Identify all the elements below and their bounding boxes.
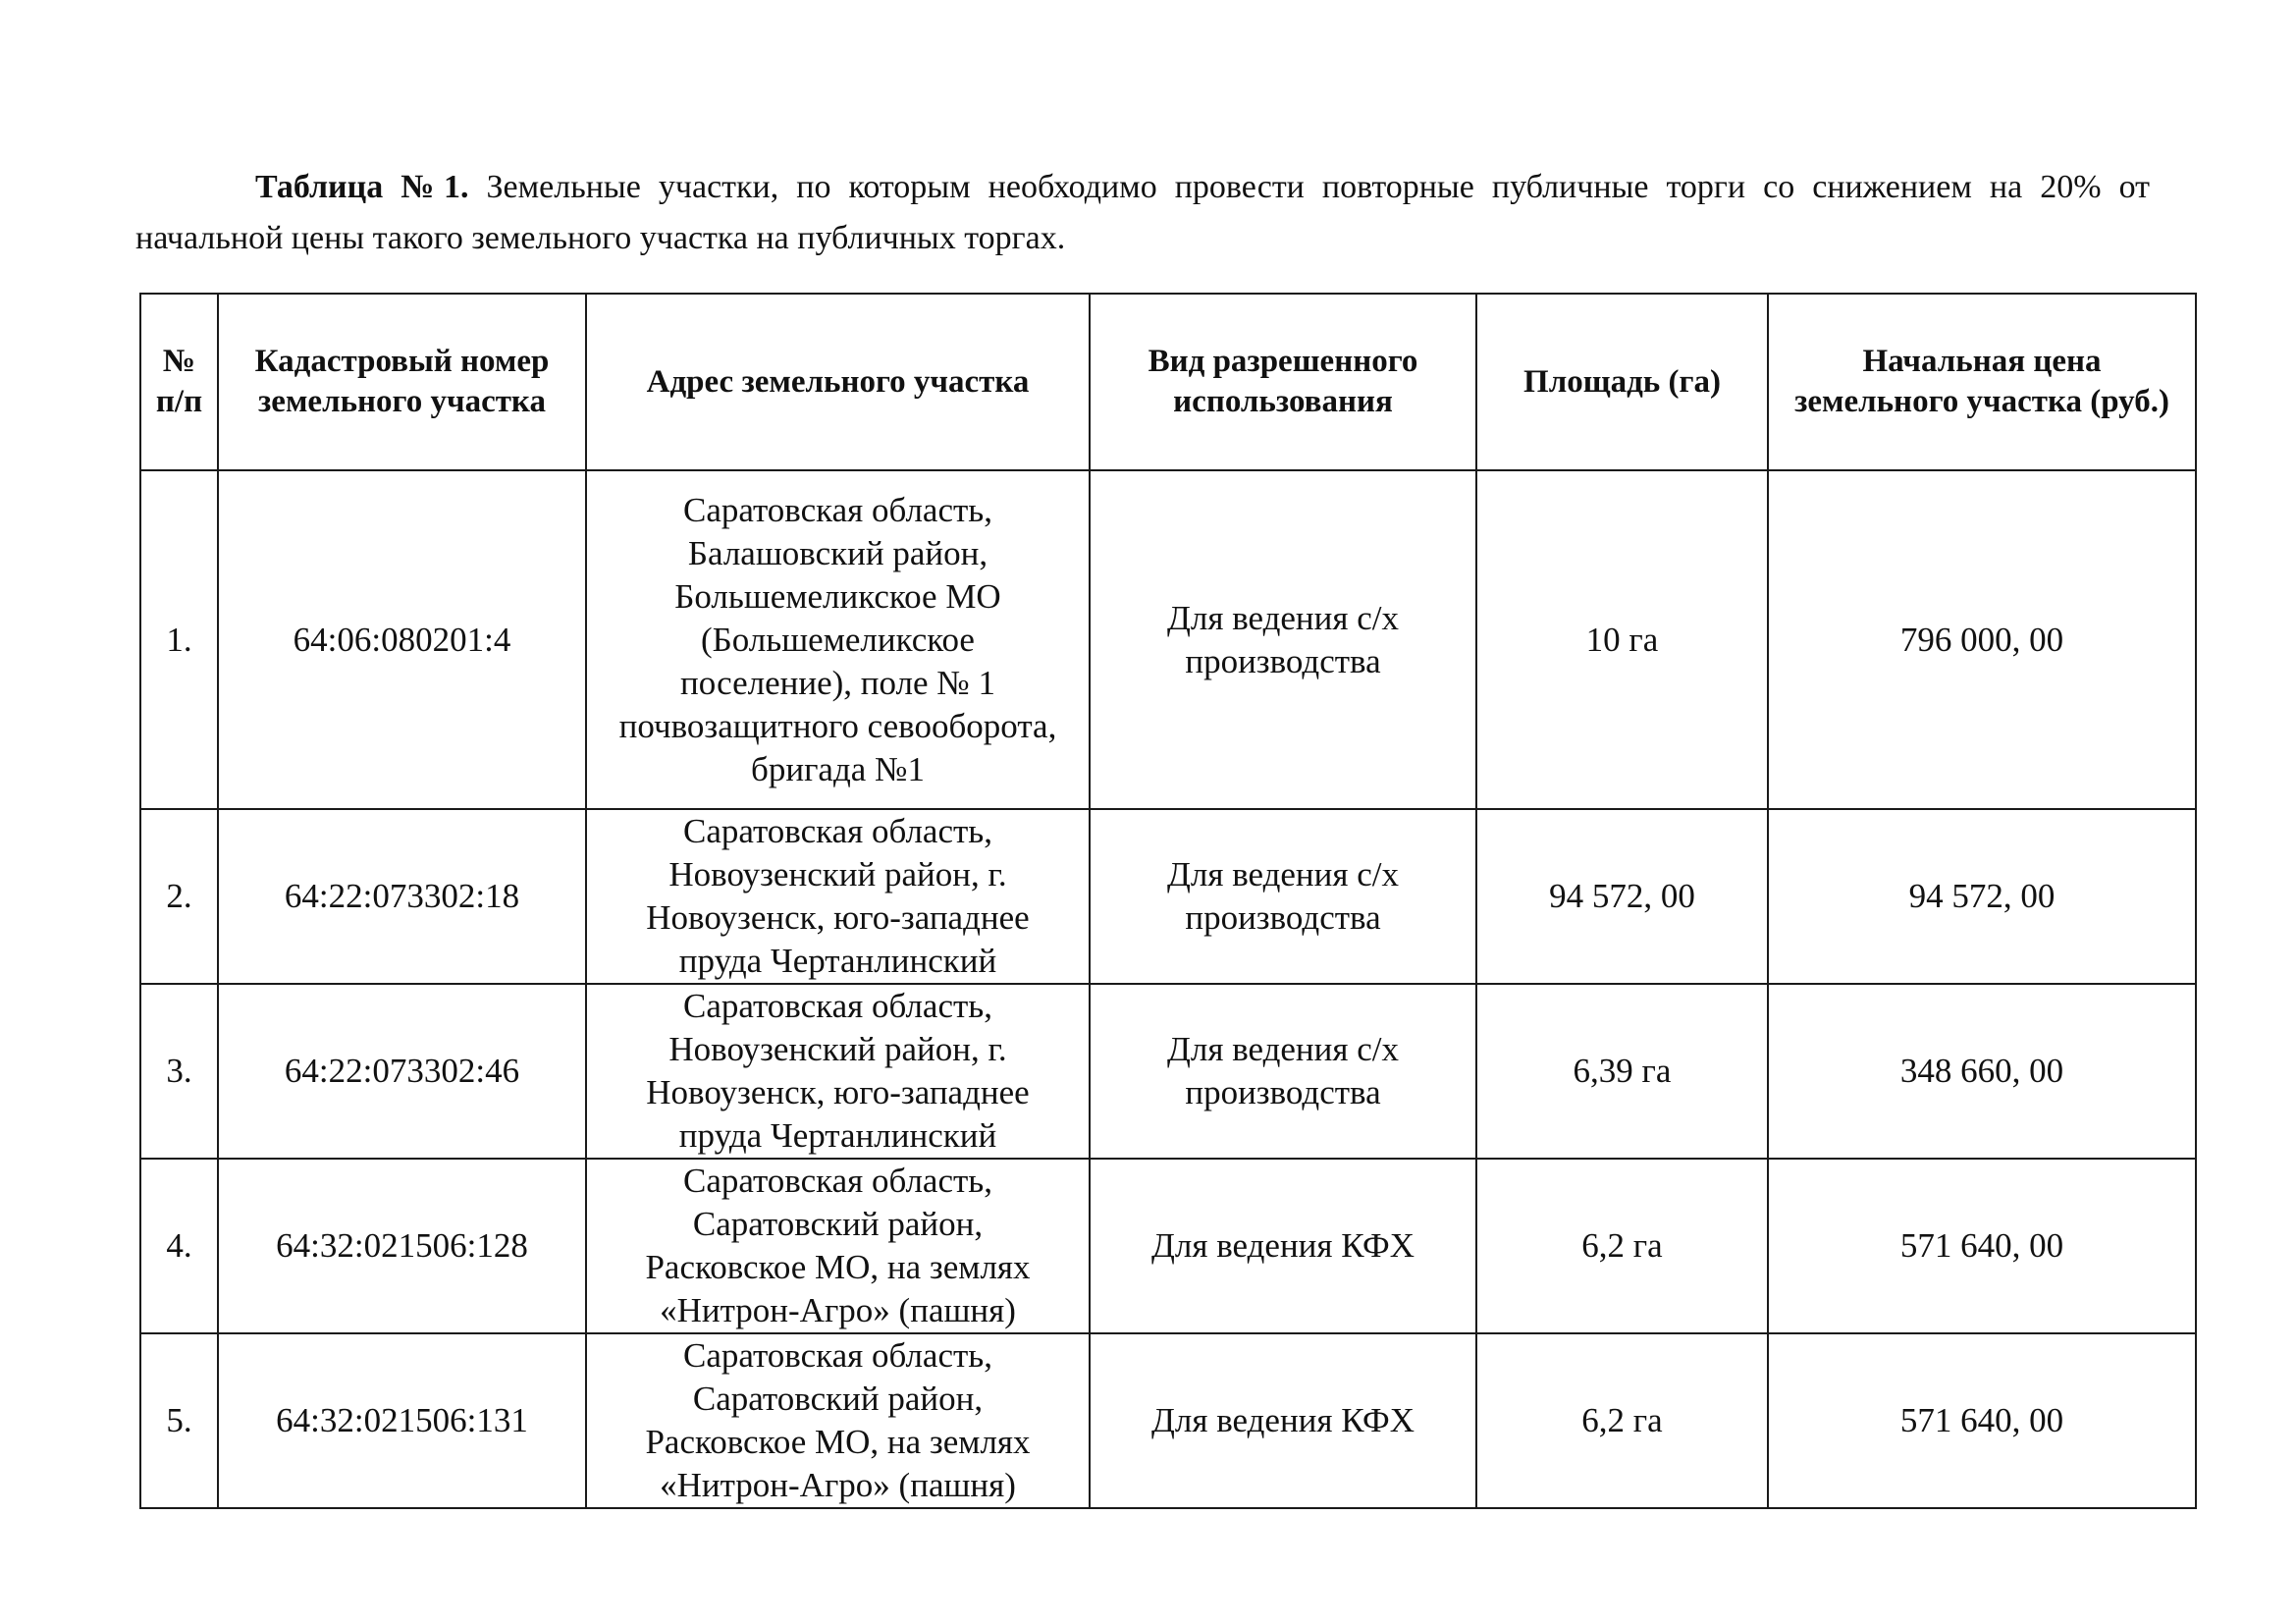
cell-cadastral: 64:06:080201:4 xyxy=(218,470,586,809)
cell-price: 94 572, 00 xyxy=(1768,809,2196,984)
cell-address: Саратовская область, Новоузенский район, г. Новоузенск, юго-западнее пруда Чертанлинский xyxy=(586,984,1090,1159)
cell-address: Саратовская область, Балашовский район, Большемеликское МО (Большемеликское поселение), поле № 1 почвозащитного севооборота, бригада №1 xyxy=(586,470,1090,809)
cell-number: 5. xyxy=(140,1333,218,1508)
cell-price: 571 640, 00 xyxy=(1768,1159,2196,1333)
cell-area: 6,2 га xyxy=(1476,1159,1768,1333)
cell-address: Саратовская область, Саратовский район, Расковское МО, на землях «Нитрон-Агро» (пашня) xyxy=(586,1333,1090,1508)
cell-price: 348 660, 00 xyxy=(1768,984,2196,1159)
cell-price: 796 000, 00 xyxy=(1768,470,2196,809)
cell-use: Для ведения с/х производства xyxy=(1090,984,1476,1159)
cell-address: Саратовская область, Новоузенский район, г. Новоузенск, юго-западнее пруда Чертанлинский xyxy=(586,809,1090,984)
cell-use: Для ведения с/х производства xyxy=(1090,470,1476,809)
cell-price: 571 640, 00 xyxy=(1768,1333,2196,1508)
cell-cadastral: 64:32:021506:131 xyxy=(218,1333,586,1508)
cell-area: 94 572, 00 xyxy=(1476,809,1768,984)
table-row xyxy=(140,984,2196,1159)
header-price: Начальная цена земельного участка (руб.) xyxy=(1768,294,2196,470)
header-use: Вид разрешенного использования xyxy=(1090,294,1476,470)
cell-cadastral: 64:32:021506:128 xyxy=(218,1159,586,1333)
table-header-row xyxy=(140,294,2196,470)
cell-number: 3. xyxy=(140,984,218,1159)
cell-address: Саратовская область, Саратовский район, Расковское МО, на землях «Нитрон-Агро» (пашня) xyxy=(586,1159,1090,1333)
land-plots-table xyxy=(139,293,2197,1509)
cell-number: 4. xyxy=(140,1159,218,1333)
cell-cadastral: 64:22:073302:18 xyxy=(218,809,586,984)
cell-area: 6,39 га xyxy=(1476,984,1768,1159)
header-area: Площадь (га) xyxy=(1476,294,1768,470)
caption-text: Земельные участки, по которым необходимо провести повторные публичные торги со снижением на 20% от начальной цены такого земельного участка на публичных торгах. xyxy=(135,169,2150,256)
cell-number: 1. xyxy=(140,470,218,809)
table-row xyxy=(140,1159,2196,1333)
table-row xyxy=(140,1333,2196,1508)
table-row xyxy=(140,470,2196,809)
cell-use: Для ведения КФХ xyxy=(1090,1159,1476,1333)
header-address: Адрес земельного участка xyxy=(586,294,1090,470)
cell-area: 6,2 га xyxy=(1476,1333,1768,1508)
cell-cadastral: 64:22:073302:46 xyxy=(218,984,586,1159)
header-number: № п/п xyxy=(140,294,218,470)
cell-use: Для ведения КФХ xyxy=(1090,1333,1476,1508)
header-cadastral: Кадастровый номер земельного участка xyxy=(218,294,586,470)
caption-label: Таблица №1. xyxy=(255,169,469,205)
cell-use: Для ведения с/х производства xyxy=(1090,809,1476,984)
table-row xyxy=(140,809,2196,984)
cell-number: 2. xyxy=(140,809,218,984)
cell-area: 10 га xyxy=(1476,470,1768,809)
table-caption xyxy=(135,162,2150,264)
